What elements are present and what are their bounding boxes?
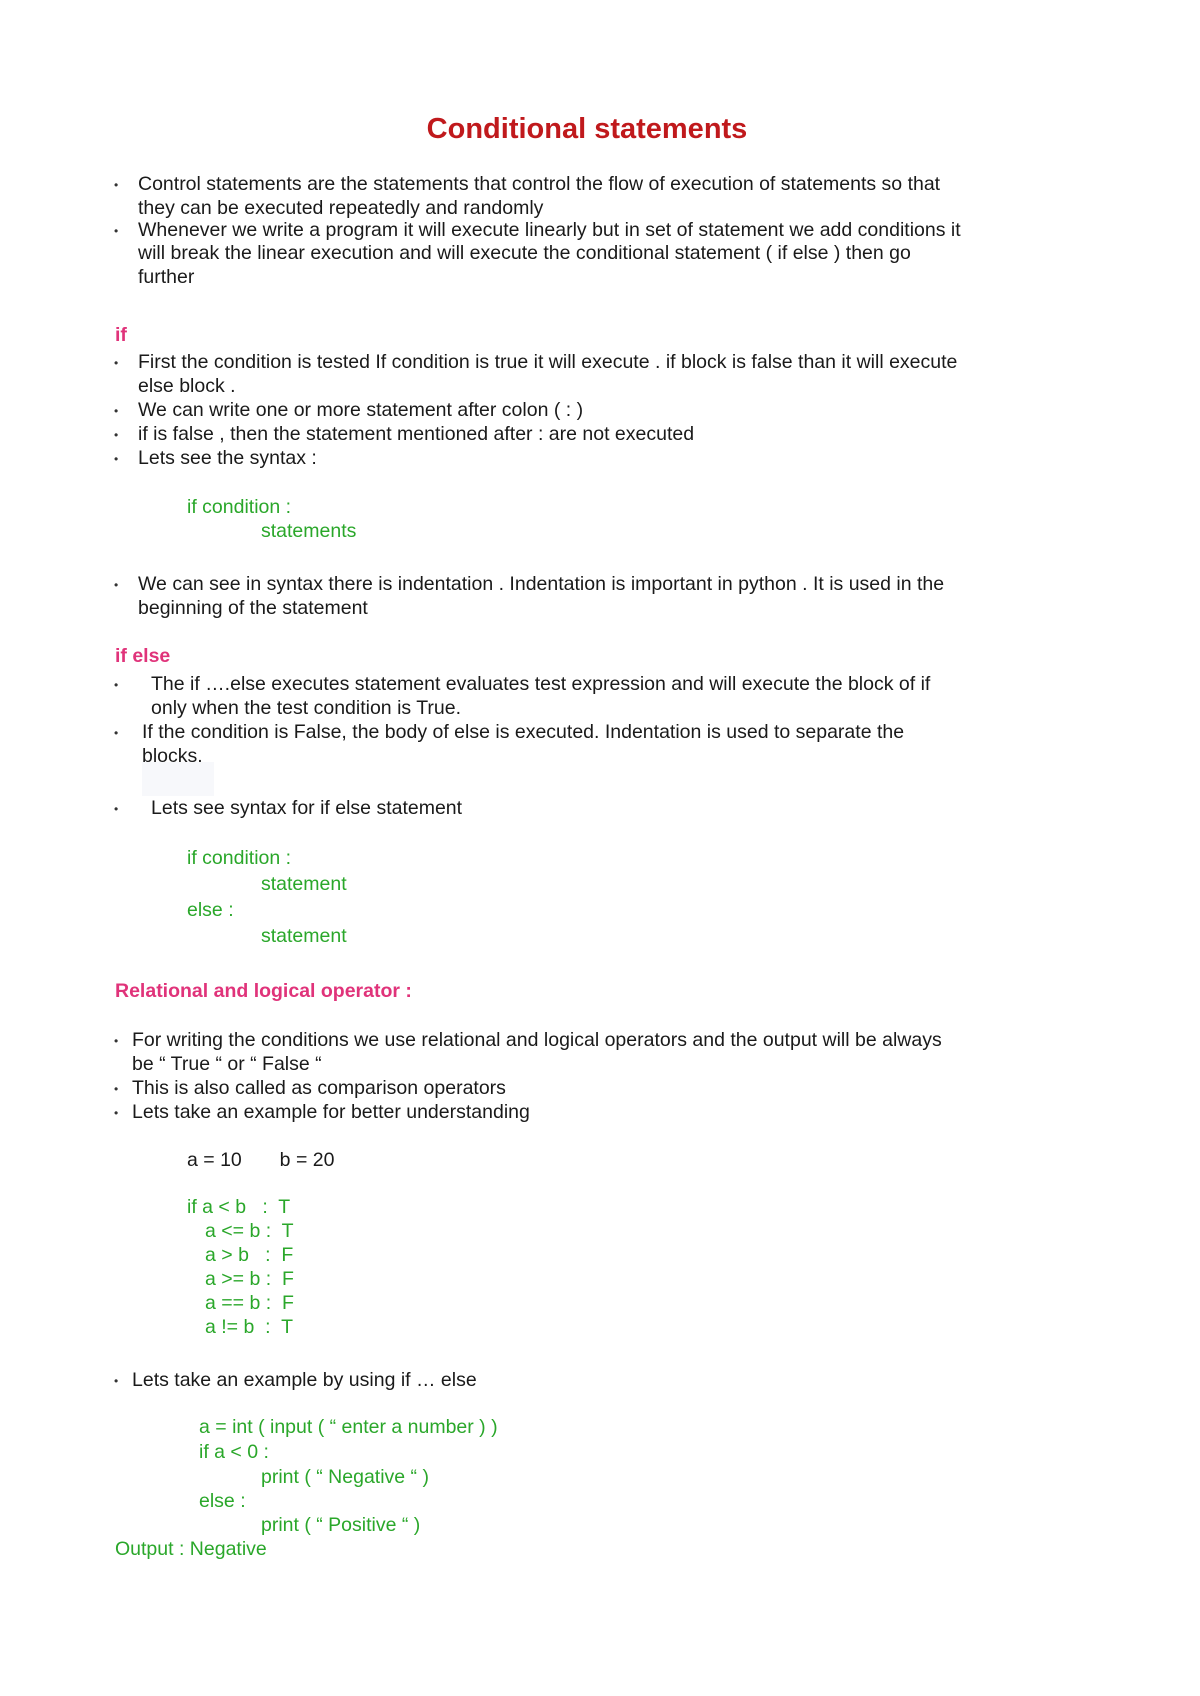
bullet-icon: • xyxy=(114,452,119,466)
example-code-line-5: print ( “ Positive “ ) xyxy=(261,1514,421,1536)
intro-bullet-1-line-1: Control statements are the statements that control the flow of execution of statements so that xyxy=(138,173,941,195)
intro-bullet-2-line-3: further xyxy=(138,266,195,288)
comparison-line-6: a != b : T xyxy=(205,1316,293,1338)
if-after-bullet-line-1: We can see in syntax there is indentation . Indentation is important in python . It is used in the xyxy=(138,573,945,595)
page-title: Conditional statements xyxy=(426,113,748,145)
bullet-icon: • xyxy=(114,1374,119,1388)
if-else-code-line-4: statement xyxy=(261,925,347,947)
bullet-icon: • xyxy=(114,726,119,740)
intro-bullet-1-line-2: they can be executed repeatedly and randomly xyxy=(138,197,544,219)
if-else-bullet-2-line-1: If the condition is False, the body of else is executed. Indentation is used to separate the xyxy=(142,721,905,743)
comparison-line-1: if a < b : T xyxy=(187,1196,291,1218)
intro-bullet-2-line-2: will break the linear execution and will execute the conditional statement ( if else ) then go xyxy=(138,242,911,264)
comparison-line-2: a <= b : T xyxy=(205,1220,294,1242)
bullet-icon: • xyxy=(114,428,119,442)
if-code-line-2: statements xyxy=(261,520,357,542)
bullet-icon: • xyxy=(114,404,119,418)
if-bullet-2: We can write one or more statement after colon ( : ) xyxy=(138,399,584,421)
bullet-icon: • xyxy=(114,578,119,592)
output-line: Output : Negative xyxy=(115,1538,267,1560)
bullet-icon: • xyxy=(114,356,119,370)
comparison-line-3: a > b : F xyxy=(205,1244,294,1266)
if-else-bullet-1-line-1: The if ….else executes statement evaluates test expression and will execute the block of if xyxy=(151,673,931,695)
example-code-line-1: a = int ( input ( “ enter a number ) ) xyxy=(199,1416,498,1438)
intro-bullet-2-line-1: Whenever we write a program it will execute linearly but in set of statement we add conditions it xyxy=(138,219,961,241)
if-else-code-line-3: else : xyxy=(187,899,234,921)
example-code-line-3: print ( “ Negative “ ) xyxy=(261,1466,429,1488)
if-else-bullet-1-line-2: only when the test condition is True. xyxy=(151,697,462,719)
bullet-icon: • xyxy=(114,802,119,816)
example-bullet: Lets take an example by using if … else xyxy=(132,1369,477,1391)
relational-bullet-1-line-2: be “ True “ or “ False “ xyxy=(132,1053,322,1075)
if-else-bullet-2-line-2: blocks. xyxy=(142,745,203,767)
if-else-code-line-2: statement xyxy=(261,873,347,895)
if-bullet-4: Lets see the syntax : xyxy=(138,447,317,469)
comparison-line-4: a >= b : F xyxy=(205,1268,294,1290)
if-code-line-1: if condition : xyxy=(187,496,292,518)
bullet-icon: • xyxy=(114,1082,119,1096)
bullet-icon: • xyxy=(114,678,119,692)
relational-bullet-3: Lets take an example for better understanding xyxy=(132,1101,530,1123)
example-code-line-2: if a < 0 : xyxy=(199,1441,269,1463)
if-after-bullet-line-2: beginning of the statement xyxy=(138,597,368,619)
relational-bullet-2: This is also called as comparison operators xyxy=(132,1077,506,1099)
if-bullet-1-line-1: First the condition is tested If condition is true it will execute . if block is false than it will execute xyxy=(138,351,958,373)
if-bullet-3: if is false , then the statement mentioned after : are not executed xyxy=(138,423,695,445)
if-else-bullet-3: Lets see syntax for if else statement xyxy=(151,797,463,819)
if-else-heading: if else xyxy=(115,645,171,667)
if-heading: if xyxy=(115,324,127,346)
bullet-icon: • xyxy=(114,1106,119,1120)
example-code-line-4: else : xyxy=(199,1490,246,1512)
relational-bullet-1-line-1: For writing the conditions we use relational and logical operators and the output will be always xyxy=(132,1029,942,1051)
bullet-icon: • xyxy=(114,178,119,192)
bullet-icon: • xyxy=(114,1034,119,1048)
if-else-code-line-1: if condition : xyxy=(187,847,292,869)
comparison-line-5: a == b : F xyxy=(205,1292,294,1314)
assignment-line: a = 10 b = 20 xyxy=(187,1149,335,1171)
relational-heading: Relational and logical operator : xyxy=(115,980,412,1002)
if-bullet-1-line-2: else block . xyxy=(138,375,236,397)
bullet-icon: • xyxy=(114,224,119,238)
